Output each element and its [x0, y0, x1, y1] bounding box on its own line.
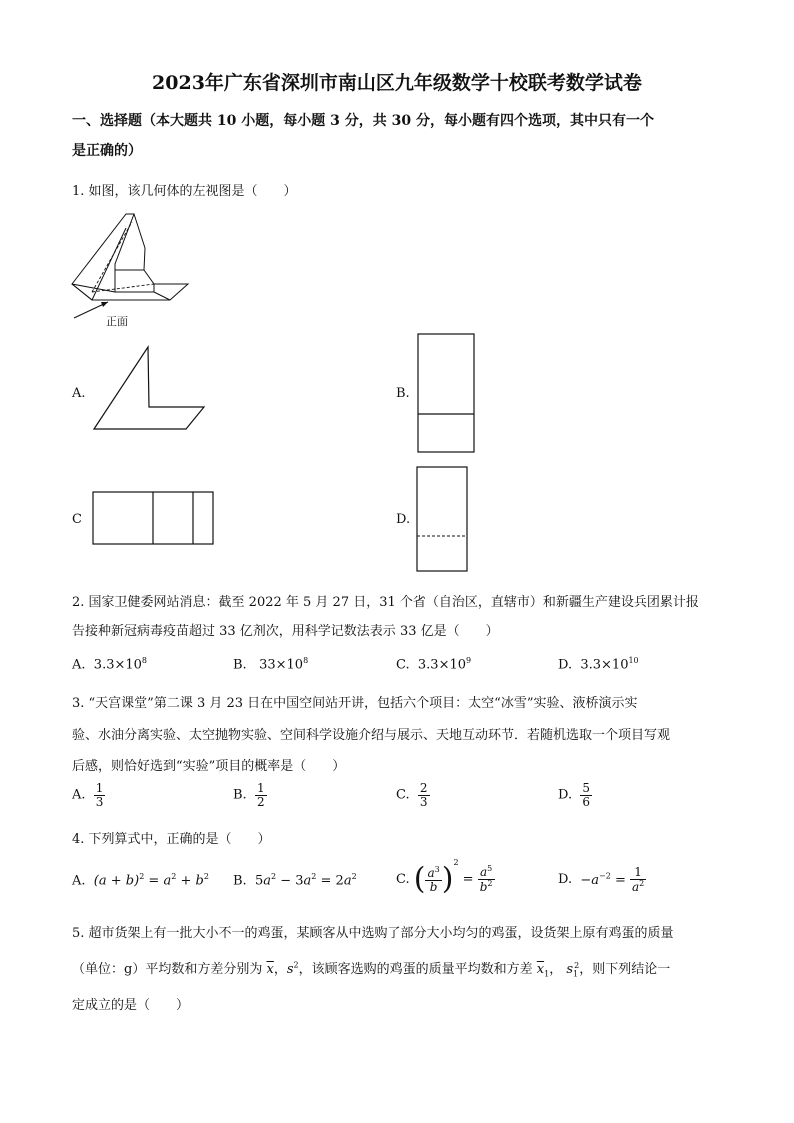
option-a-label[interactable]: A.	[72, 386, 86, 401]
q4-option-c[interactable]: C. ( $\frac{a^3}{b}$ )$^2$ = $\frac{a^5}{b^2}$	[396, 858, 493, 897]
question-4-stem: 4. 下列算式中，正确的是（ ）	[72, 832, 271, 847]
q2-option-b[interactable]: B. $33\times 10^8$	[233, 656, 309, 673]
q3-option-a[interactable]: A. $\frac{1}{3}$	[72, 781, 104, 809]
question-5-line2: （单位：g）平均数和方差分别为 $\overline{x}$，$s^2$，该顾客选购的鸡蛋的质量平均数和方差 $\overline{x}_1$， $s_1^2$，则下列结论一	[72, 960, 671, 979]
page-title: 2023年广东省深圳市南山区九年级数学十校联考数学试卷	[152, 72, 642, 94]
question-2-line2: 告接种新冠病毒疫苗超过 33 亿剂次，用科学记数法表示 33 亿是（ ）	[72, 624, 499, 639]
question-3-line1: 3. “天宫课堂”第二课 3 月 23 日在中国空间站开讲，包括六个项目：太空“冰雪”实验、液桥演示实	[72, 696, 638, 711]
option-b-label[interactable]: B.	[396, 386, 410, 401]
q3-option-c[interactable]: C. $\frac{2}{3}$	[396, 781, 428, 809]
question-5-line1: 5. 超市货架上有一批大小不一的鸡蛋，某顾客从中选购了部分大小均匀的鸡蛋，设货架上原有鸡蛋的质量	[72, 926, 674, 941]
q3-option-b[interactable]: B. $\frac{1}{2}$	[233, 781, 265, 809]
section-heading: 一、选择题（本大题共 10 小题，每小题 3 分，共 30 分，每小题有四个选项，其中只有一个	[72, 113, 654, 129]
question-3-line3: 后感，则恰好选到“实验”项目的概率是（ ）	[72, 759, 346, 774]
question-5-line3: 定成立的是（ ）	[72, 998, 190, 1013]
option-d-figure[interactable]	[416, 466, 468, 572]
option-d-label[interactable]: D.	[396, 512, 411, 527]
option-c-figure[interactable]	[92, 491, 214, 546]
q2-option-c[interactable]: C. $3.3\times 10^9$	[396, 656, 472, 673]
option-c-label[interactable]: C	[72, 512, 82, 527]
q3-option-d[interactable]: D. $\frac{5}{6}$	[558, 781, 590, 809]
option-b-figure[interactable]	[417, 333, 475, 453]
question-1-stem: 1. 如图，该几何体的左视图是（ ）	[72, 184, 297, 199]
q4-option-d[interactable]: D. $-a^{-2}$ = $\frac{1}{a^2}$	[558, 865, 645, 894]
q2-option-a[interactable]: A. $3.3\times 10^8$	[72, 656, 147, 673]
front-label: 正面	[106, 315, 128, 328]
section-heading-cont: 是正确的）	[72, 143, 142, 159]
q4-option-b[interactable]: B. $5a^2 - 3a^2 = 2a^2$	[233, 872, 357, 889]
question-3-line2: 验、水油分离实验、太空抛物实验、空间科学设施介绍与展示、天地互动环节．若随机选取一个项目写观	[72, 728, 671, 743]
q4-option-a[interactable]: A. $(a + b)^2 = a^2 + b^2$	[72, 872, 209, 889]
option-a-figure[interactable]	[92, 345, 207, 435]
question-2-line1: 2. 国家卫健委网站消息：截至 2022 年 5 月 27 日，31 个省（自治区，直辖市）和新疆生产建设兵团累计报	[72, 595, 699, 610]
q2-option-d[interactable]: D. $3.3\times 10^{10}$	[558, 656, 639, 673]
q1-solid-figure	[70, 208, 190, 318]
